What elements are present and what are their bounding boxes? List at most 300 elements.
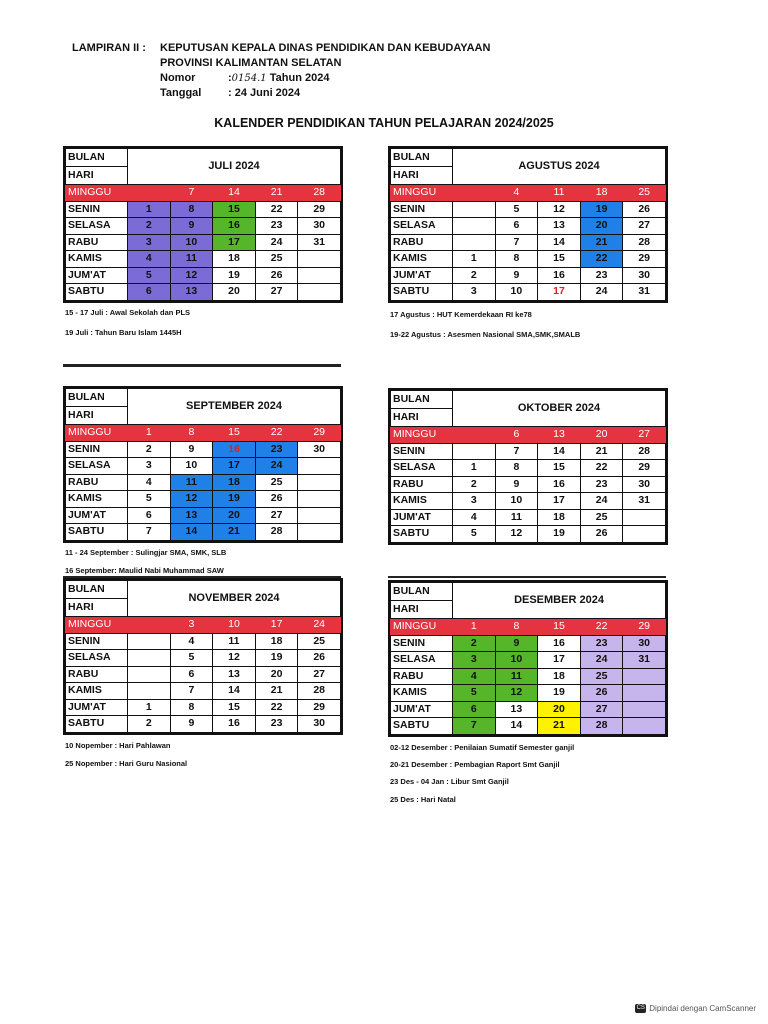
- date-cell: 24: [580, 652, 623, 669]
- date-cell: 5: [495, 201, 538, 218]
- day-label: SELASA: [66, 458, 128, 475]
- day-label: MINGGU: [66, 617, 128, 634]
- date-cell: 10: [170, 458, 213, 475]
- calendar-desember: [388, 580, 668, 737]
- date-cell: 25: [298, 633, 341, 650]
- nomor-label: Nomor: [160, 72, 196, 84]
- day-label: SABTU: [66, 524, 128, 541]
- day-row: [391, 234, 666, 251]
- date-cell: 20: [580, 218, 623, 235]
- date-cell: 24: [580, 284, 623, 301]
- day-label: SABTU: [391, 526, 453, 543]
- day-label: KAMIS: [66, 491, 128, 508]
- date-cell: 8: [170, 201, 213, 218]
- date-cell: 17: [538, 652, 581, 669]
- nomor-year: Tahun 2024: [269, 72, 330, 84]
- day-row: [391, 476, 666, 493]
- bulan-label: BULAN: [391, 391, 453, 409]
- date-cell: [298, 474, 341, 491]
- date-cell: 8: [495, 251, 538, 268]
- date-cell: 27: [298, 666, 341, 683]
- day-row: [66, 716, 341, 733]
- date-cell: 27: [623, 427, 666, 444]
- date-cell: 2: [453, 476, 496, 493]
- date-cell: 16: [538, 635, 581, 652]
- date-cell: 12: [495, 685, 538, 702]
- day-label: SELASA: [66, 218, 128, 235]
- day-label: MINGGU: [391, 427, 453, 444]
- date-cell: 6: [495, 427, 538, 444]
- day-row: [391, 284, 666, 301]
- day-row: [391, 718, 666, 735]
- nomor-handwritten: 0154.1: [231, 73, 267, 84]
- day-label: SELASA: [391, 460, 453, 477]
- date-cell: 21: [538, 718, 581, 735]
- date-cell: 24: [255, 458, 298, 475]
- date-cell: [623, 526, 666, 543]
- date-cell: 19: [213, 491, 256, 508]
- date-cell: 29: [623, 251, 666, 268]
- date-cell: 6: [495, 218, 538, 235]
- date-cell: 20: [213, 507, 256, 524]
- day-row: [391, 443, 666, 460]
- day-row: [391, 526, 666, 543]
- day-row: [391, 652, 666, 669]
- date-cell: 1: [128, 201, 171, 218]
- day-row: [66, 650, 341, 667]
- date-cell: 17: [538, 493, 581, 510]
- day-label: MINGGU: [391, 185, 453, 202]
- day-label: SENIN: [66, 201, 128, 218]
- day-row: [391, 267, 666, 284]
- date-cell: [623, 718, 666, 735]
- note-desember-2: 20-21 Desember : Pembagian Raport Smt Ganjil: [390, 760, 560, 769]
- date-cell: 20: [538, 701, 581, 718]
- date-cell: 4: [128, 474, 171, 491]
- date-cell: 20: [255, 666, 298, 683]
- day-row: [391, 685, 666, 702]
- date-cell: 20: [580, 427, 623, 444]
- date-cell: 17: [213, 234, 256, 251]
- note-desember-3: 23 Des - 04 Jan : Libur Smt Ganjil: [390, 777, 509, 786]
- date-cell: 7: [170, 185, 213, 202]
- date-cell: 3: [453, 284, 496, 301]
- date-cell: 4: [170, 633, 213, 650]
- date-cell: 27: [255, 284, 298, 301]
- date-cell: 18: [213, 474, 256, 491]
- date-cell: 11: [170, 251, 213, 268]
- date-cell: 26: [298, 650, 341, 667]
- date-cell: 2: [453, 267, 496, 284]
- date-cell: 4: [453, 668, 496, 685]
- date-cell: 21: [213, 524, 256, 541]
- date-cell: 13: [495, 701, 538, 718]
- date-cell: 30: [623, 635, 666, 652]
- date-cell: 25: [580, 509, 623, 526]
- date-cell: 13: [538, 218, 581, 235]
- date-cell: 18: [255, 633, 298, 650]
- date-cell: 18: [213, 251, 256, 268]
- date-cell: 7: [453, 718, 496, 735]
- date-cell: 23: [255, 441, 298, 458]
- date-cell: 23: [580, 476, 623, 493]
- date-cell: 19: [213, 267, 256, 284]
- bulan-label: BULAN: [66, 149, 128, 167]
- date-cell: 17: [255, 617, 298, 634]
- date-cell: 7: [495, 443, 538, 460]
- day-row: [391, 668, 666, 685]
- date-cell: 9: [170, 441, 213, 458]
- day-label: JUM'AT: [66, 699, 128, 716]
- date-cell: 22: [580, 251, 623, 268]
- date-cell: 28: [623, 443, 666, 460]
- date-cell: [453, 443, 496, 460]
- date-cell: 16: [213, 716, 256, 733]
- date-cell: 23: [580, 267, 623, 284]
- date-cell: 24: [298, 617, 341, 634]
- date-cell: 27: [580, 701, 623, 718]
- date-cell: 5: [128, 491, 171, 508]
- date-cell: 23: [580, 635, 623, 652]
- date-cell: 5: [170, 650, 213, 667]
- date-cell: 26: [580, 526, 623, 543]
- date-cell: 27: [255, 507, 298, 524]
- date-cell: [623, 668, 666, 685]
- date-cell: 21: [255, 185, 298, 202]
- date-cell: [298, 251, 341, 268]
- date-cell: 10: [495, 652, 538, 669]
- day-label: JUM'AT: [391, 509, 453, 526]
- day-label: RABU: [391, 476, 453, 493]
- date-cell: 29: [298, 699, 341, 716]
- day-label: KAMIS: [391, 493, 453, 510]
- day-label: JUM'AT: [66, 267, 128, 284]
- day-row: [66, 683, 341, 700]
- note-agustus-2: 19-22 Agustus : Asesmen Nasional SMA,SMK,SMALB: [390, 330, 581, 339]
- date-cell: 19: [538, 685, 581, 702]
- day-row: [391, 509, 666, 526]
- nomor-value: [228, 72, 329, 84]
- day-label: KAMIS: [391, 251, 453, 268]
- date-cell: 28: [580, 718, 623, 735]
- date-cell: 13: [213, 666, 256, 683]
- day-label: SENIN: [391, 635, 453, 652]
- date-cell: 14: [538, 234, 581, 251]
- hari-label: HARI: [66, 407, 128, 425]
- day-row: [66, 201, 341, 218]
- date-cell: 15: [213, 201, 256, 218]
- date-cell: [453, 427, 496, 444]
- date-cell: [128, 617, 171, 634]
- day-label: RABU: [391, 668, 453, 685]
- note-september-1: 11 - 24 September : Sulingjar SMA, SMK, SLB: [65, 548, 227, 557]
- date-cell: 19: [255, 650, 298, 667]
- date-cell: 6: [128, 507, 171, 524]
- date-cell: [128, 683, 171, 700]
- date-cell: 21: [580, 443, 623, 460]
- date-cell: [128, 650, 171, 667]
- date-cell: 10: [495, 493, 538, 510]
- tanggal-label: Tanggal: [160, 87, 202, 99]
- date-cell: 18: [580, 185, 623, 202]
- date-cell: 15: [538, 251, 581, 268]
- day-label: SABTU: [391, 284, 453, 301]
- day-row: [391, 619, 666, 636]
- date-cell: 11: [495, 509, 538, 526]
- bulan-label: BULAN: [391, 149, 453, 167]
- date-cell: 29: [623, 619, 666, 636]
- calendar-agustus: [388, 146, 668, 303]
- camscanner-text: Dipindai dengan CamScanner: [649, 1004, 756, 1013]
- date-cell: 31: [623, 652, 666, 669]
- day-row: [66, 284, 341, 301]
- date-cell: 30: [623, 267, 666, 284]
- date-cell: [298, 267, 341, 284]
- camscanner-icon: CS: [636, 1005, 645, 1011]
- bulan-label: BULAN: [391, 583, 453, 601]
- date-cell: 31: [623, 493, 666, 510]
- date-cell: 26: [623, 201, 666, 218]
- separator-line: [63, 364, 341, 367]
- date-cell: 8: [495, 460, 538, 477]
- date-cell: [128, 666, 171, 683]
- hari-label: HARI: [391, 167, 453, 185]
- date-cell: 30: [298, 441, 341, 458]
- date-cell: 1: [128, 699, 171, 716]
- date-cell: 26: [255, 491, 298, 508]
- date-cell: 21: [580, 234, 623, 251]
- date-cell: [298, 284, 341, 301]
- date-cell: 15: [213, 425, 256, 442]
- day-row: [391, 635, 666, 652]
- date-cell: 1: [453, 619, 496, 636]
- date-cell: 11: [495, 668, 538, 685]
- date-cell: 28: [255, 524, 298, 541]
- day-row: [391, 201, 666, 218]
- day-row: [391, 427, 666, 444]
- date-cell: 8: [170, 425, 213, 442]
- date-cell: 14: [213, 683, 256, 700]
- note-juli-2: 19 Juli : Tahun Baru Islam 1445H: [65, 328, 182, 337]
- day-row: [391, 185, 666, 202]
- month-name: SEPTEMBER 2024: [128, 389, 341, 425]
- note-agustus-1: 17 Agustus : HUT Kemerdekaan RI ke78: [390, 310, 532, 319]
- month-name: JULI 2024: [128, 149, 341, 185]
- date-cell: [453, 218, 496, 235]
- day-label: KAMIS: [66, 251, 128, 268]
- date-cell: 16: [538, 267, 581, 284]
- day-label: SABTU: [66, 284, 128, 301]
- date-cell: 14: [495, 718, 538, 735]
- date-cell: [623, 685, 666, 702]
- month-name: OKTOBER 2024: [453, 391, 666, 427]
- date-cell: 7: [170, 683, 213, 700]
- date-cell: 3: [453, 652, 496, 669]
- day-label: JUM'AT: [391, 267, 453, 284]
- day-row: [391, 218, 666, 235]
- date-cell: 29: [298, 425, 341, 442]
- date-cell: 13: [538, 427, 581, 444]
- date-cell: 17: [538, 284, 581, 301]
- date-cell: 9: [170, 218, 213, 235]
- date-cell: 10: [495, 284, 538, 301]
- camscanner-watermark: [635, 1004, 756, 1013]
- date-cell: 23: [255, 716, 298, 733]
- month-name: DESEMBER 2024: [453, 583, 666, 619]
- day-row: [66, 507, 341, 524]
- day-label: MINGGU: [66, 425, 128, 442]
- note-september-2: 16 September: Maulid Nabi Muhammad SAW: [65, 566, 224, 575]
- day-row: [391, 251, 666, 268]
- date-cell: 19: [580, 201, 623, 218]
- date-cell: 9: [495, 267, 538, 284]
- date-cell: 9: [495, 635, 538, 652]
- day-label: KAMIS: [66, 683, 128, 700]
- date-cell: 11: [538, 185, 581, 202]
- date-cell: 13: [170, 507, 213, 524]
- date-cell: 11: [170, 474, 213, 491]
- date-cell: [623, 509, 666, 526]
- date-cell: 15: [538, 460, 581, 477]
- date-cell: 22: [255, 425, 298, 442]
- note-november-2: 25 Nopember : Hari Guru Nasional: [65, 759, 188, 768]
- day-label: SABTU: [391, 718, 453, 735]
- day-row: [66, 474, 341, 491]
- date-cell: 11: [213, 633, 256, 650]
- day-row: [66, 234, 341, 251]
- date-cell: 24: [255, 234, 298, 251]
- date-cell: 29: [298, 201, 341, 218]
- date-cell: 26: [580, 685, 623, 702]
- date-cell: 5: [453, 685, 496, 702]
- date-cell: 27: [623, 218, 666, 235]
- date-cell: 24: [580, 493, 623, 510]
- date-cell: 10: [213, 617, 256, 634]
- date-cell: [298, 458, 341, 475]
- day-row: [66, 666, 341, 683]
- date-cell: 3: [453, 493, 496, 510]
- date-cell: 22: [580, 619, 623, 636]
- date-cell: 16: [538, 476, 581, 493]
- date-cell: 16: [213, 218, 256, 235]
- separator-line: [63, 576, 341, 578]
- month-name: NOVEMBER 2024: [128, 581, 341, 617]
- date-cell: 28: [623, 234, 666, 251]
- day-row: [66, 458, 341, 475]
- date-cell: 13: [170, 284, 213, 301]
- note-desember-1: 02-12 Desember : Penilaian Sumatif Semester ganjil: [390, 743, 575, 752]
- separator-line: [388, 576, 666, 578]
- date-cell: 4: [128, 251, 171, 268]
- date-cell: 12: [170, 267, 213, 284]
- day-label: SENIN: [391, 443, 453, 460]
- date-cell: 14: [538, 443, 581, 460]
- day-label: MINGGU: [391, 619, 453, 636]
- date-cell: 1: [128, 425, 171, 442]
- header-line-2: PROVINSI KALIMANTAN SELATAN: [160, 57, 342, 69]
- date-cell: 22: [255, 201, 298, 218]
- date-cell: 12: [213, 650, 256, 667]
- note-juli-1: 15 - 17 Juli : Awal Sekolah dan PLS: [65, 308, 191, 317]
- hari-label: HARI: [66, 167, 128, 185]
- date-cell: 25: [255, 251, 298, 268]
- date-cell: 30: [623, 476, 666, 493]
- day-row: [391, 460, 666, 477]
- day-label: SELASA: [391, 218, 453, 235]
- date-cell: 18: [538, 668, 581, 685]
- day-row: [66, 185, 341, 202]
- date-cell: 21: [255, 683, 298, 700]
- date-cell: 15: [538, 619, 581, 636]
- day-row: [66, 617, 341, 634]
- date-cell: 4: [495, 185, 538, 202]
- date-cell: 10: [170, 234, 213, 251]
- date-cell: 5: [453, 526, 496, 543]
- date-cell: 14: [170, 524, 213, 541]
- date-cell: 2: [453, 635, 496, 652]
- date-cell: [298, 491, 341, 508]
- date-cell: 9: [495, 476, 538, 493]
- date-cell: 20: [213, 284, 256, 301]
- date-cell: 1: [453, 460, 496, 477]
- day-label: KAMIS: [391, 685, 453, 702]
- day-row: [66, 425, 341, 442]
- date-cell: 12: [495, 526, 538, 543]
- day-label: MINGGU: [66, 185, 128, 202]
- nomor-separator: :: [228, 72, 232, 84]
- date-cell: 9: [170, 716, 213, 733]
- calendar-september: [63, 386, 343, 543]
- day-label: RABU: [66, 474, 128, 491]
- date-cell: 25: [623, 185, 666, 202]
- date-cell: [128, 633, 171, 650]
- date-cell: 29: [623, 460, 666, 477]
- date-cell: 28: [298, 683, 341, 700]
- bulan-label: BULAN: [66, 581, 128, 599]
- day-row: [391, 493, 666, 510]
- day-label: SABTU: [66, 716, 128, 733]
- bulan-label: BULAN: [66, 389, 128, 407]
- date-cell: 18: [538, 509, 581, 526]
- day-label: SENIN: [66, 633, 128, 650]
- date-cell: 26: [255, 267, 298, 284]
- date-cell: 6: [170, 666, 213, 683]
- date-cell: 16: [213, 441, 256, 458]
- day-label: SENIN: [66, 441, 128, 458]
- note-desember-4: 25 Des : Hari Natal: [390, 795, 456, 804]
- date-cell: 3: [170, 617, 213, 634]
- date-cell: 5: [128, 267, 171, 284]
- day-label: RABU: [391, 234, 453, 251]
- date-cell: 7: [128, 524, 171, 541]
- month-name: AGUSTUS 2024: [453, 149, 666, 185]
- calendar-november: [63, 578, 343, 735]
- date-cell: 14: [213, 185, 256, 202]
- date-cell: 12: [170, 491, 213, 508]
- date-cell: [298, 524, 341, 541]
- hari-label: HARI: [391, 601, 453, 619]
- day-label: RABU: [66, 666, 128, 683]
- date-cell: 17: [213, 458, 256, 475]
- date-cell: 6: [453, 701, 496, 718]
- day-row: [66, 699, 341, 716]
- date-cell: [453, 201, 496, 218]
- day-row: [391, 701, 666, 718]
- date-cell: [453, 185, 496, 202]
- date-cell: 19: [538, 526, 581, 543]
- calendar-juli: [63, 146, 343, 303]
- date-cell: 2: [128, 716, 171, 733]
